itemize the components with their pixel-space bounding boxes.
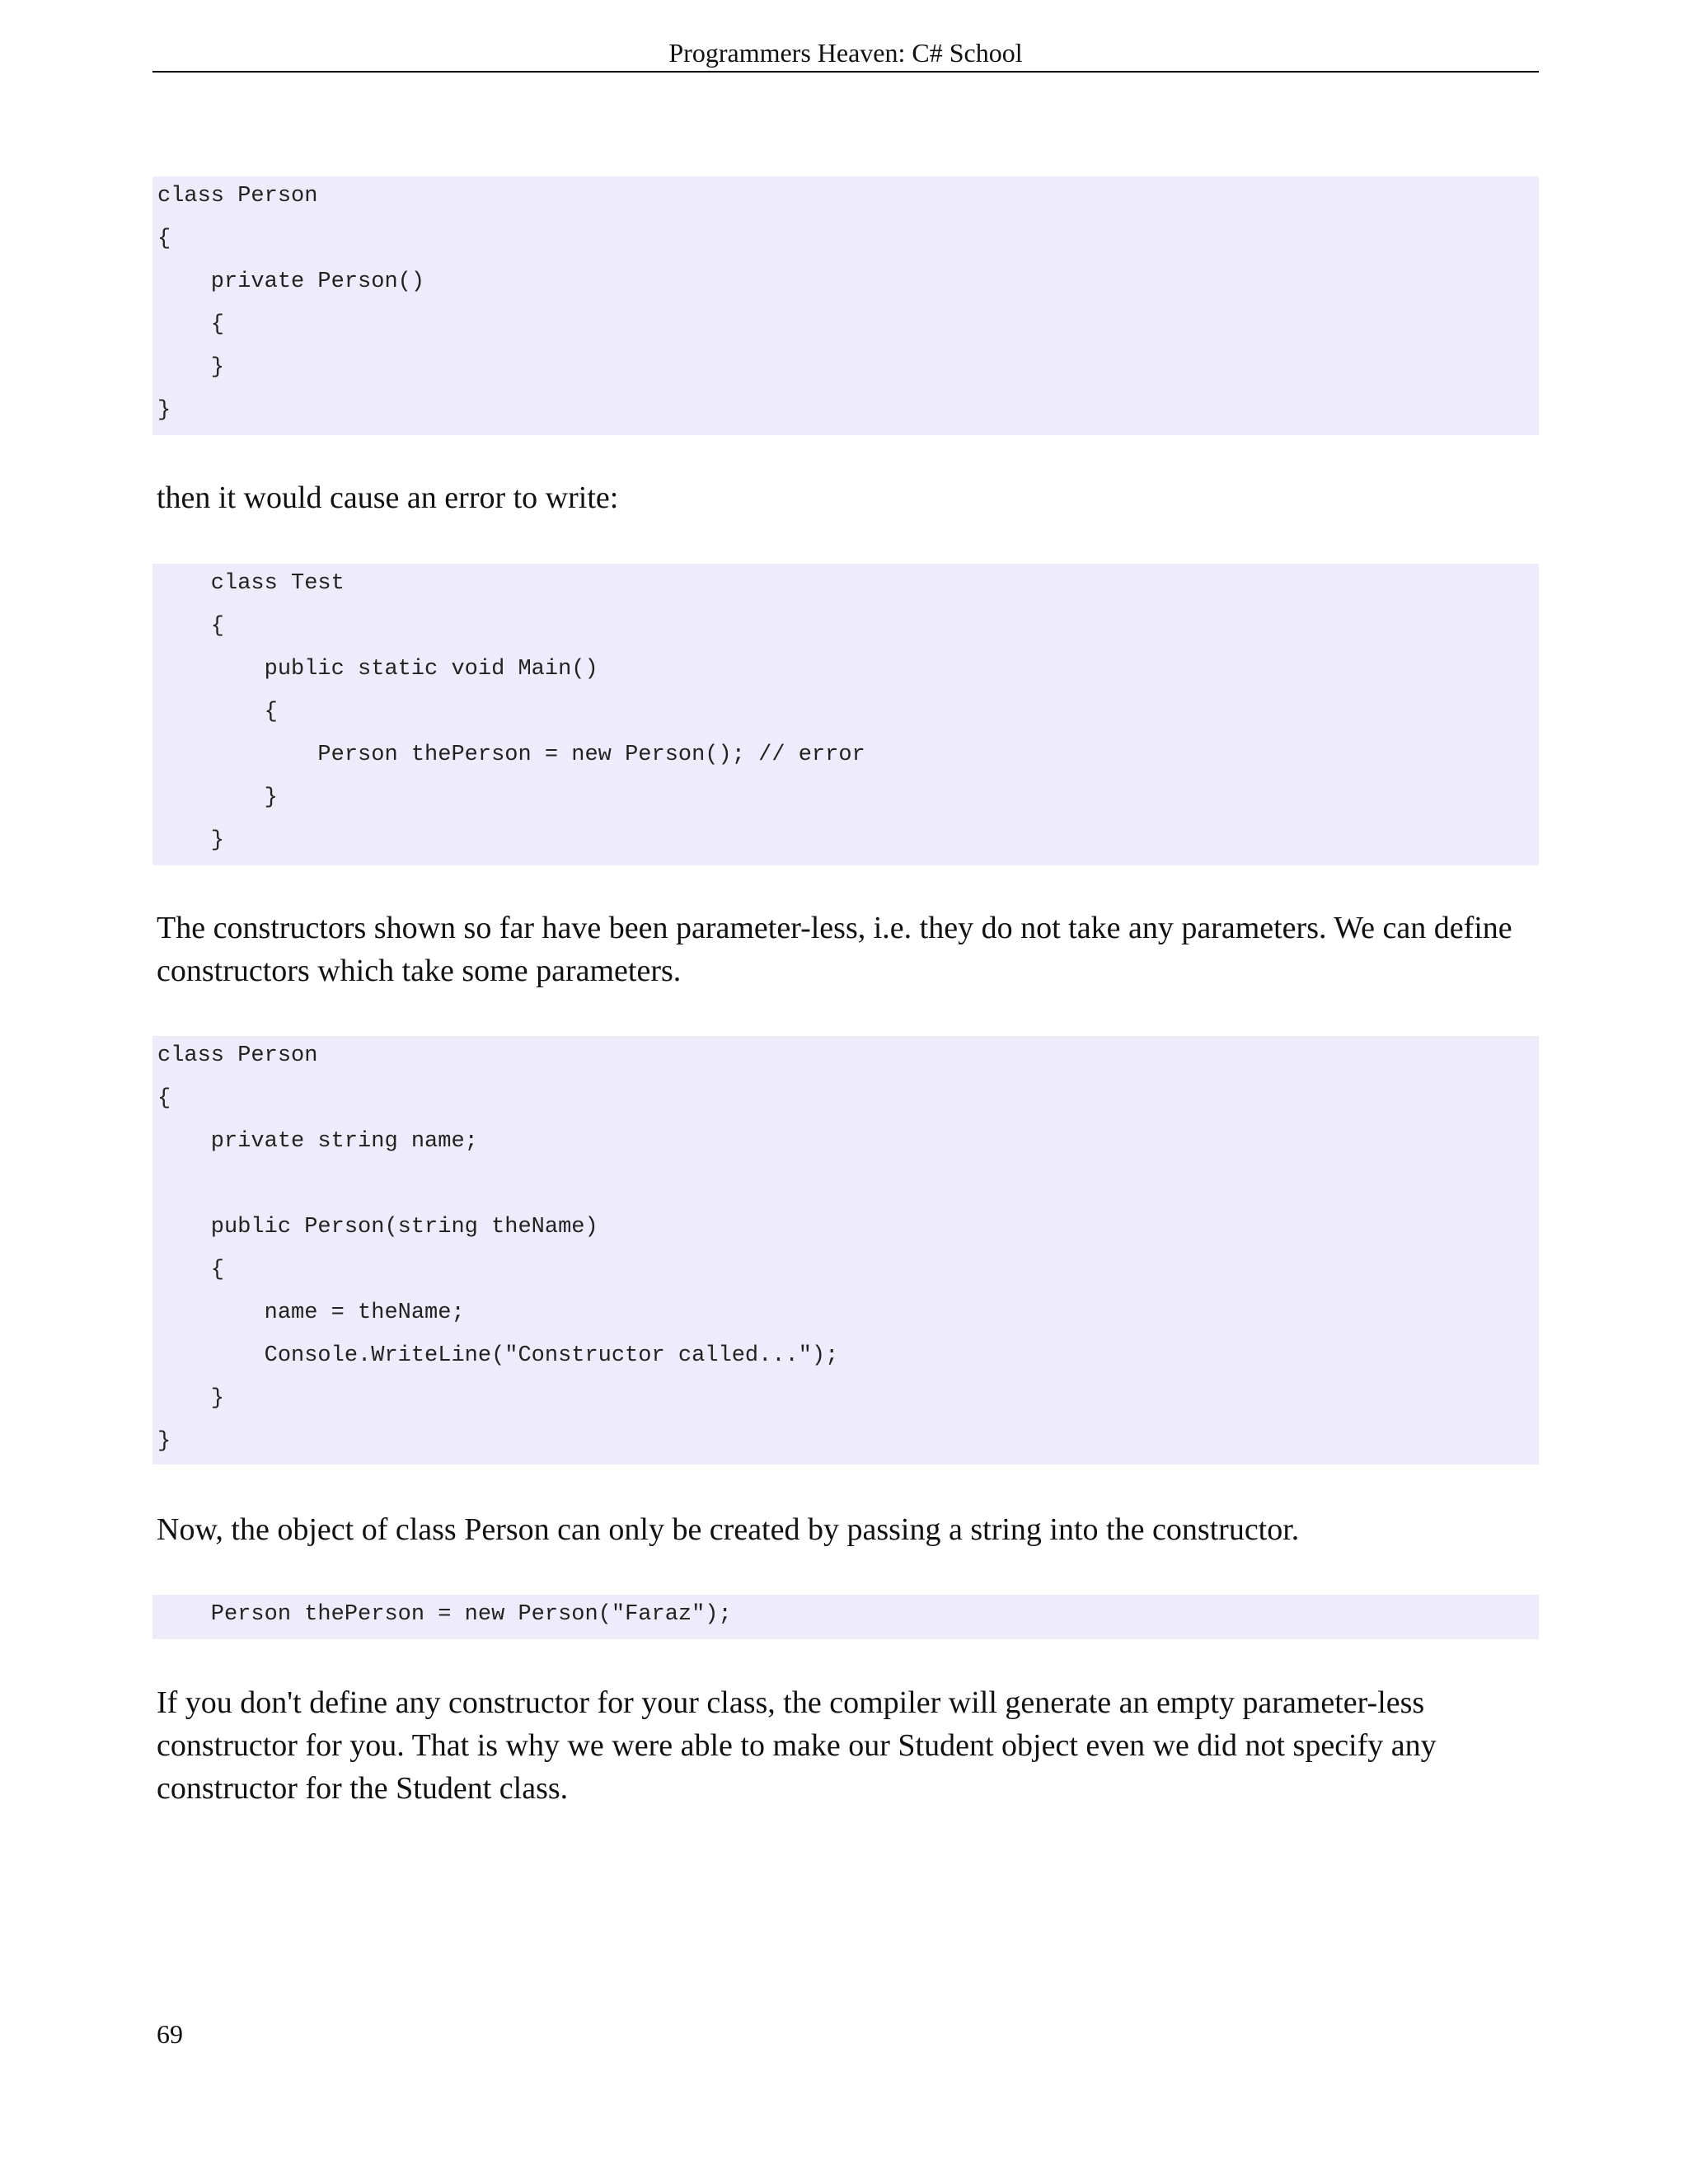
paragraph-string-constructor: Now, the object of class Person can only be created by passing a string into the constructor. bbox=[157, 1512, 1300, 1547]
code-line: class Test bbox=[157, 571, 345, 596]
code-line bbox=[157, 1163, 1539, 1206]
code-line: class Person bbox=[157, 1043, 318, 1068]
code-line: name = theName; bbox=[157, 1301, 465, 1325]
code-line: Person thePerson = new Person("Faraz"); bbox=[157, 1602, 732, 1627]
page-number: 69 bbox=[157, 2019, 183, 2049]
paragraph-error-intro: then it would cause an error to write: bbox=[157, 480, 619, 515]
code-line: { bbox=[157, 312, 225, 337]
paragraph-parameter-constructors: The constructors shown so far have been parameter-less, i.e. they do not take any parameters. We can define constructors which take some parameters. bbox=[157, 911, 1512, 988]
code-block-instantiation bbox=[152, 1595, 1539, 1639]
page-header-title: Programmers Heaven: C# School bbox=[668, 38, 1023, 68]
code-line: } bbox=[157, 828, 225, 853]
code-line: { bbox=[157, 614, 225, 639]
code-line: { bbox=[157, 1258, 225, 1282]
page-header bbox=[152, 36, 1539, 73]
code-line: private Person() bbox=[157, 269, 425, 294]
code-line: Console.WriteLine("Constructor called..."); bbox=[157, 1343, 839, 1368]
code-line: } bbox=[157, 355, 225, 380]
code-block-private-constructor bbox=[152, 176, 1539, 435]
paragraph-default-constructor: If you don't define any constructor for your class, the compiler will generate an empty parameter-less constructor for you. That is why we were able to make our Student object even we did not specify any constructor for the Student class. bbox=[157, 1685, 1437, 1806]
code-line: } bbox=[157, 785, 278, 810]
code-line: class Person bbox=[157, 184, 318, 209]
code-block-test-class bbox=[152, 564, 1539, 865]
code-line: Person thePerson = new Person(); // error bbox=[157, 743, 865, 767]
code-line: public Person(string theName) bbox=[157, 1215, 598, 1240]
code-line: public static void Main() bbox=[157, 657, 598, 682]
code-line: { bbox=[157, 1086, 171, 1111]
code-block-parameter-constructor bbox=[152, 1036, 1539, 1465]
code-line: } bbox=[157, 398, 171, 423]
code-line: } bbox=[157, 1386, 225, 1411]
code-line: { bbox=[157, 700, 278, 724]
code-line: private string name; bbox=[157, 1129, 478, 1154]
code-line: } bbox=[157, 1429, 171, 1454]
code-line: { bbox=[157, 227, 171, 251]
